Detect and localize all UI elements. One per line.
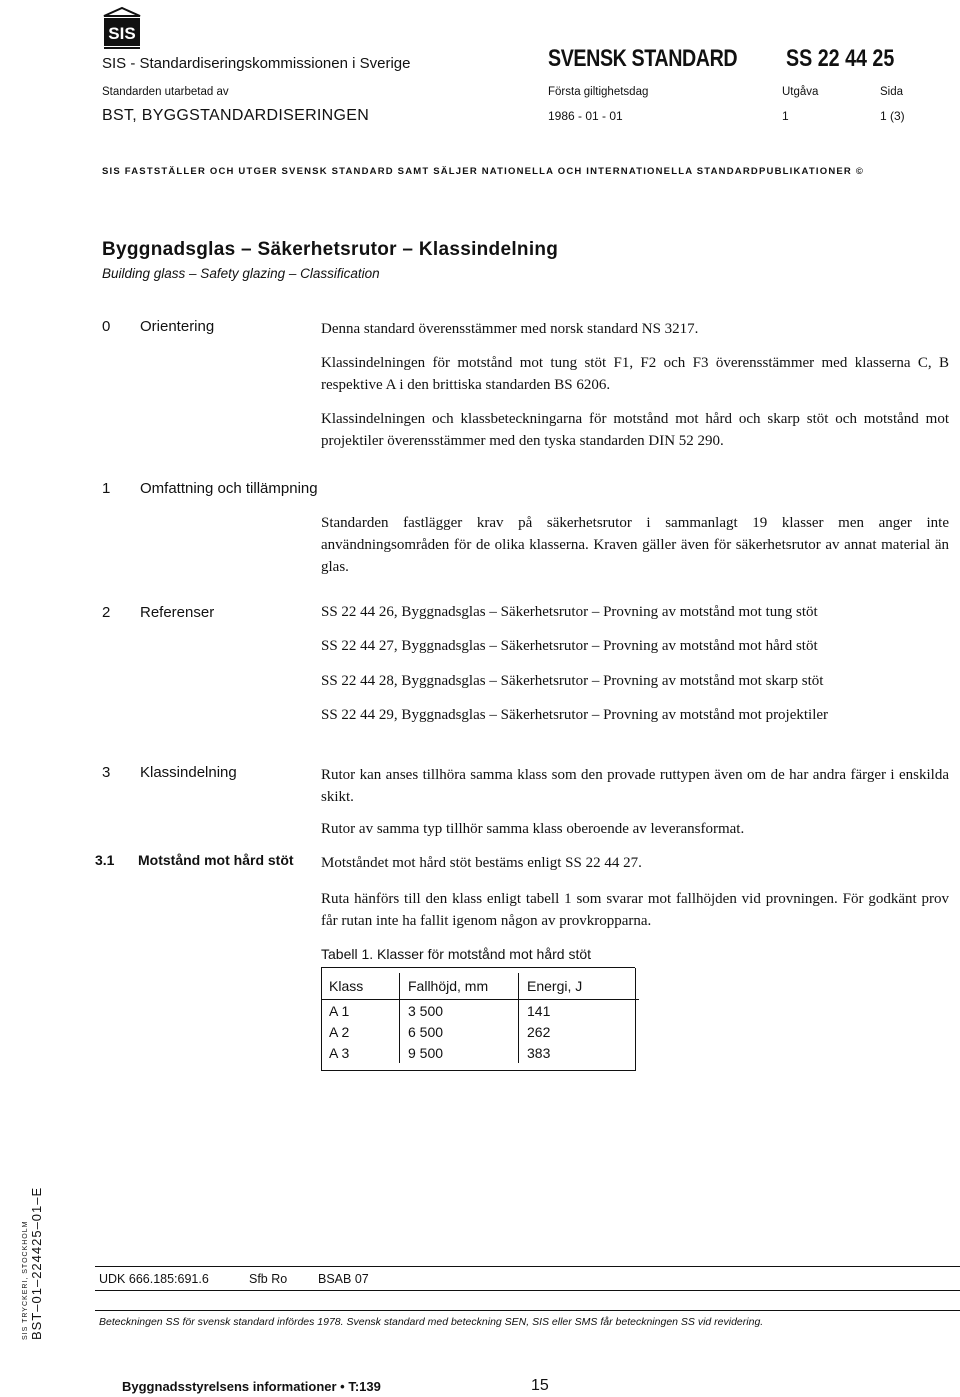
standard-title: SVENSK STANDARD [548, 45, 738, 72]
table-cell: 9 500 [400, 1042, 519, 1063]
section-3-heading: Klassindelning [140, 764, 237, 781]
section-1-number: 1 [102, 480, 111, 497]
section-2-heading: Referenser [140, 604, 215, 621]
udk-code: UDK 666.185:691.6 [99, 1272, 209, 1286]
prepared-by-label: Standarden utarbetad av [102, 86, 229, 98]
footer-rule-top [95, 1266, 960, 1267]
section-3-paragraph-2: Rutor av samma typ tillhör samma klass oberoende av leveransformat. [321, 821, 745, 837]
page-label: Sida [880, 86, 904, 98]
table-cell: 262 [527, 1023, 551, 1040]
section-0-heading: Orientering [140, 318, 215, 335]
table-row [321, 1000, 639, 1022]
footer-rule-bottom [95, 1310, 960, 1311]
prepared-by: BST, BYGGSTANDARDISERINGEN [102, 107, 370, 124]
validity-label: Första giltighetsdag [548, 86, 649, 98]
section-3-paragraph-1: Rutor kan anses tillhöra samma klass som den provade ruttypen även om de har andra färger i enskilda skikt. [321, 767, 949, 805]
table-cell: A 2 [321, 1021, 400, 1042]
reference-item: SS 22 44 28, Byggnadsglas – Säkerhetsrutor – Provning av motstånd mot skarp stöt [321, 673, 824, 689]
svg-text:SIS: SIS [108, 24, 136, 43]
publisher-notice: SIS FASTSTÄLLER OCH UTGER SVENSK STANDARD SAMT SÄLJER NATIONELLA OCH INTERNATIONELLA STANDARDPUBLIKATIONER © [102, 166, 865, 177]
edition-number: 1 [782, 109, 789, 123]
table-cell: 141 [527, 1002, 551, 1019]
sis-logo-icon [102, 6, 142, 50]
table-header-cell: Klass [321, 973, 400, 1000]
table-row [321, 1042, 639, 1063]
document-subtitle: Building glass – Safety glazing – Classification [102, 266, 380, 281]
classification-table [321, 973, 639, 1063]
table-cell: 3 500 [400, 1000, 519, 1022]
table-cell: A 3 [321, 1042, 400, 1063]
reference-item: SS 22 44 27, Byggnadsglas – Säkerhetsrutor – Provning av motstånd mot hård stöt [321, 638, 818, 654]
bsab-code: BSAB 07 [318, 1272, 369, 1286]
section-3-1-paragraph-2: Ruta hänförs till den klass enligt tabell 1 som svarar mot fallhöjden vid provningen. För godkänt prov får rutan inte ha fallit igenom någon av provkropparna. [321, 891, 949, 929]
sfb-code: Sfb Ro [249, 1272, 288, 1286]
reference-item: SS 22 44 29, Byggnadsglas – Säkerhetsrutor – Provning av motstånd mot projektiler [321, 707, 829, 723]
footer-rule-middle [95, 1290, 960, 1291]
page-of-total: 1 (3) [880, 109, 905, 123]
table-row [321, 1021, 639, 1042]
reference-item: SS 22 44 26, Byggnadsglas – Säkerhetsrutor – Provning av motstånd mot tung stöt [321, 604, 818, 620]
side-print-info [22, 1187, 44, 1340]
table-header-cell: Energi, J [519, 973, 640, 1000]
section-0-number: 0 [102, 318, 111, 335]
table-cell: 383 [527, 1044, 551, 1061]
section-1-paragraph-1: Standarden fastlägger krav på säkerhetsrutor i sammanlagt 19 klasser men anger inte användningsområden för de olika klasserna. Kraven gäller även för säkerhetsrutor av annat material än glas. [321, 515, 949, 575]
section-3-1-heading: Motstånd mot hård stöt [138, 852, 294, 868]
organization-name: SIS - Standardiseringskommissionen i Sverige [102, 55, 411, 72]
section-0-paragraph-3: Klassindelningen och klassbeteckningarna för motstånd mot hård och skarp stöt och motstånd mot projektiler överensstämmer med den tyska standarden DIN 52 290. [321, 411, 949, 449]
section-1-heading: Omfattning och tillämpning [140, 480, 318, 497]
section-0-paragraph-1: Denna standard överensstämmer med norsk standard NS 3217. [321, 321, 699, 337]
edition-label: Utgåva [782, 86, 819, 98]
designation-footnote: Beteckningen SS för svensk standard infördes 1978. Svensk standard med beteckning SEN, SIS eller SMS får beteckningen SS vid revidering. [99, 1316, 764, 1328]
section-2-number: 2 [102, 604, 111, 621]
standard-number: SS 22 44 25 [786, 45, 895, 72]
document-title: Byggnadsglas – Säkerhetsrutor – Klassindelning [102, 239, 559, 260]
page-number: 15 [531, 1377, 549, 1394]
table-cell: A 1 [321, 1000, 400, 1022]
validity-date: 1986 - 01 - 01 [548, 109, 623, 123]
section-3-1-paragraph-1: Motståndet mot hård stöt bestäms enligt SS 22 44 27. [321, 855, 642, 871]
table-caption: Tabell 1. Klasser för motstånd mot hård stöt [321, 946, 592, 962]
table-cell: 6 500 [400, 1021, 519, 1042]
table-header-cell: Fallhöjd, mm [400, 973, 519, 1000]
table-header-row [321, 973, 639, 1000]
publication-reference: Byggnadsstyrelsens informationer • T:139 [122, 1379, 381, 1394]
printer-credit: SIS TRYCKERI, STOCKHOLM [22, 1220, 29, 1340]
section-3-1-number: 3.1 [95, 852, 115, 868]
section-0-paragraph-2: Klassindelningen för motstånd mot tung stöt F1, F2 och F3 överensstämmer med klasserna C, B respektive A i den brittiska standarden BS 6206. [321, 355, 949, 393]
document-code: BST–01–224425–01–E [29, 1186, 44, 1340]
section-3-number: 3 [102, 764, 111, 781]
